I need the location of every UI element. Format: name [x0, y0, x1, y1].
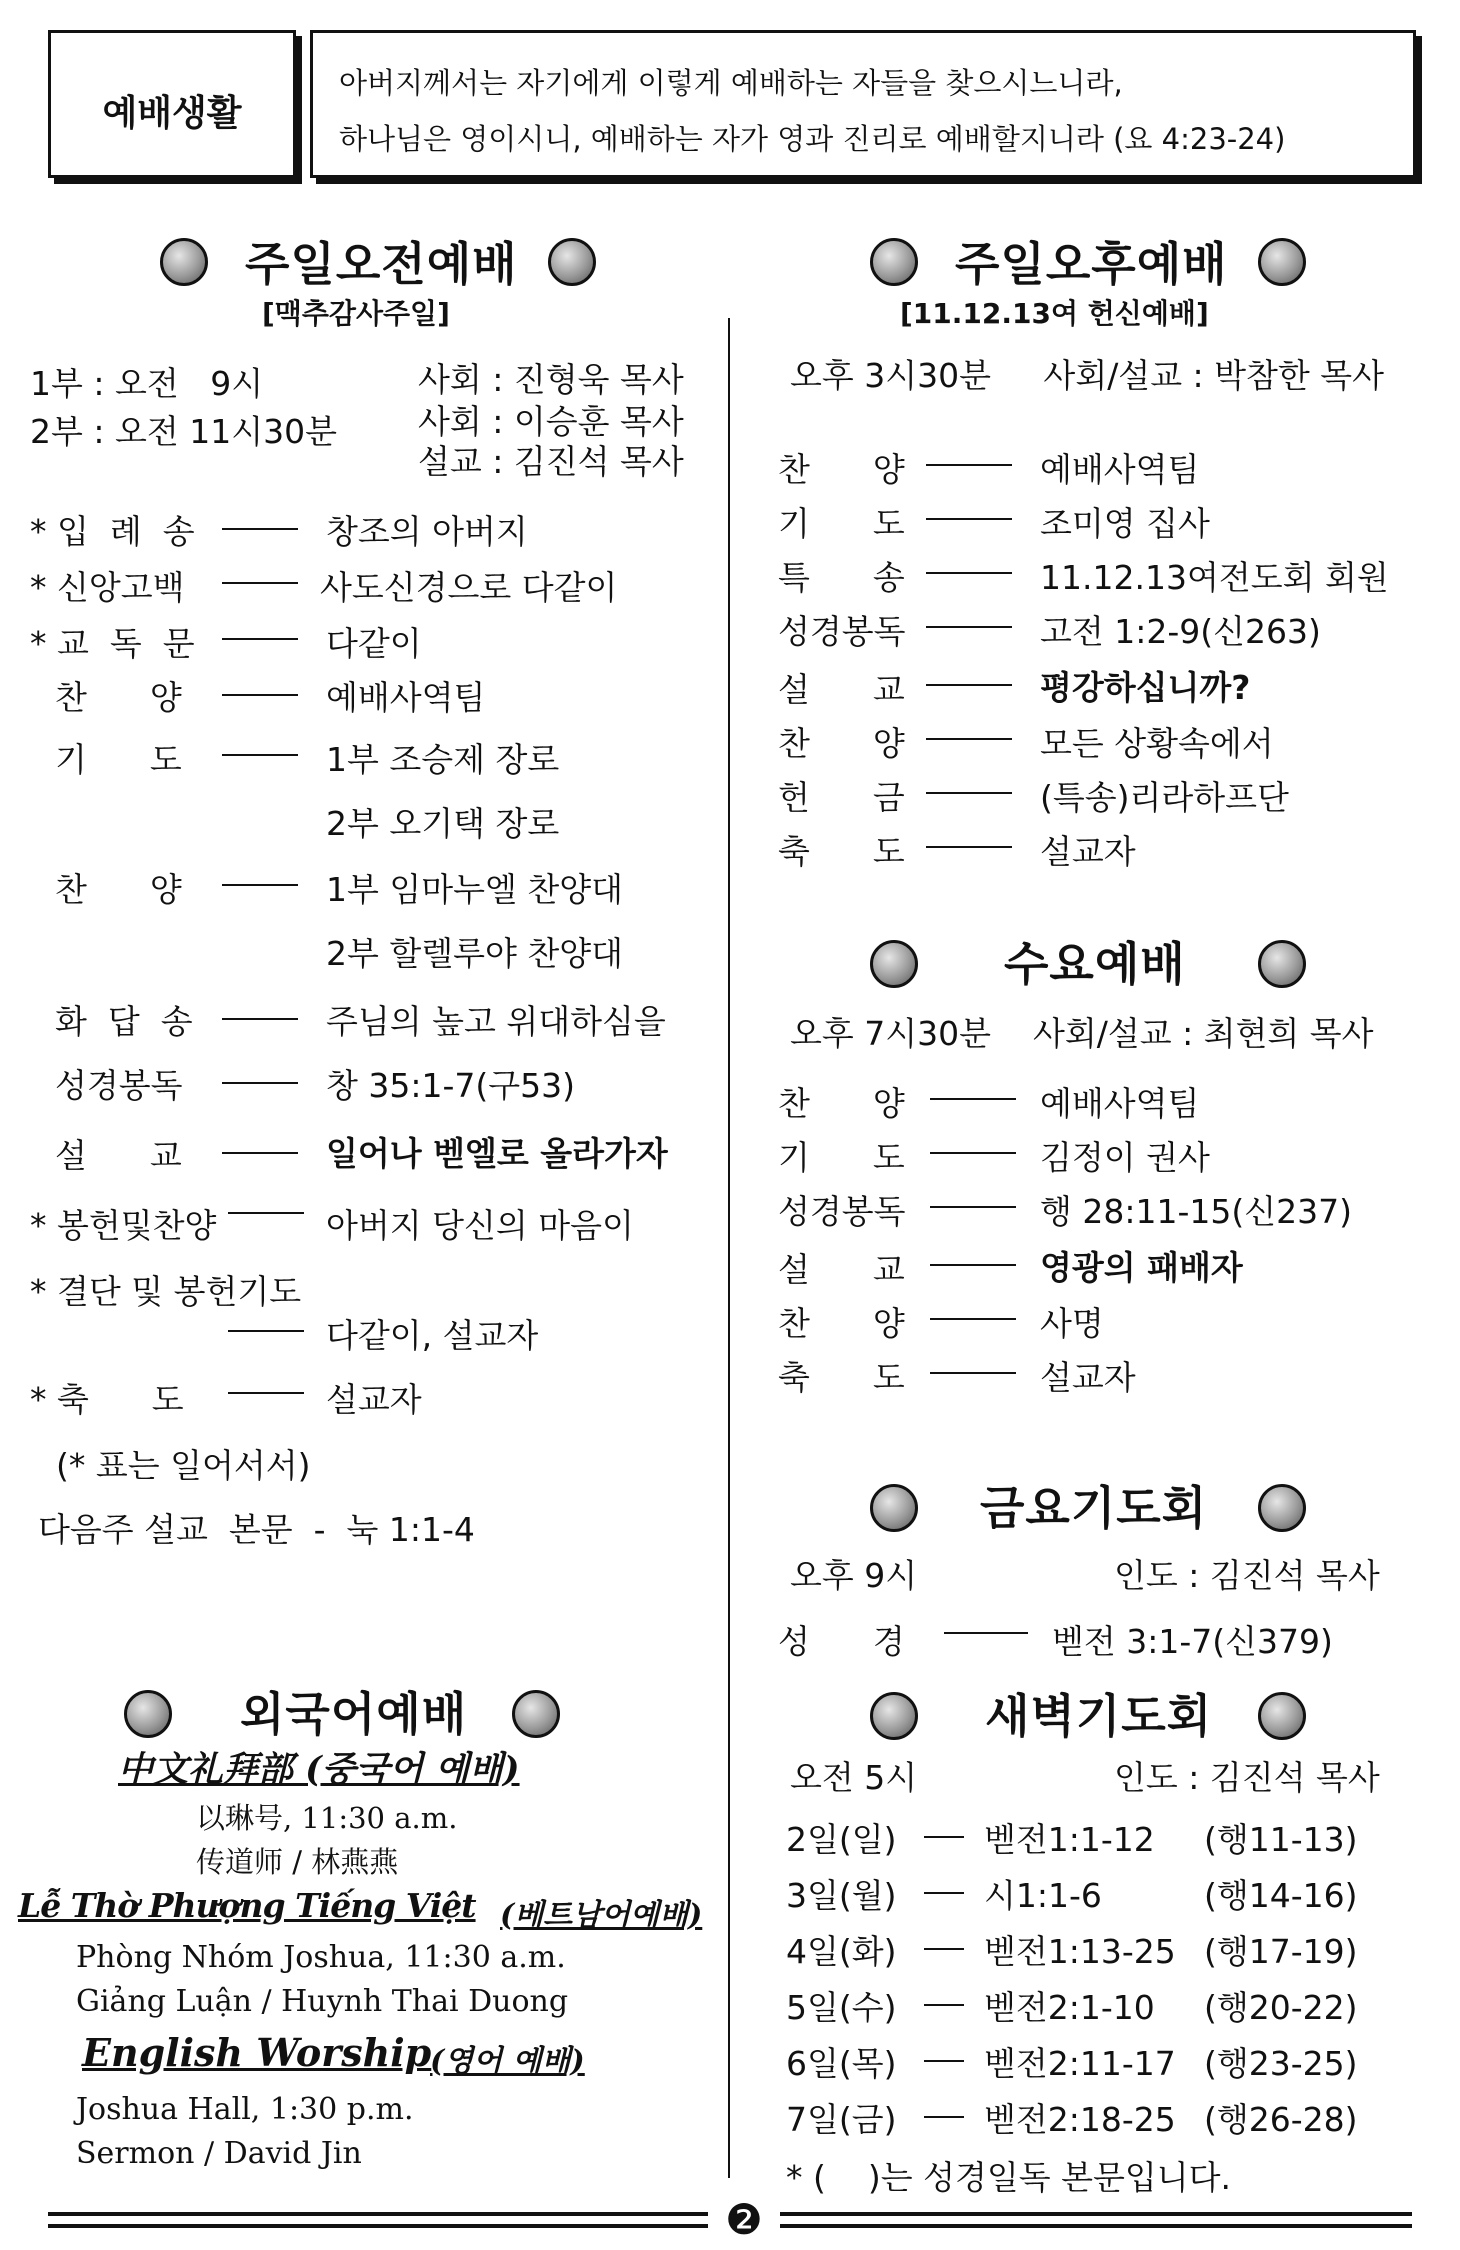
order-label: 설 교: [778, 670, 905, 709]
order-value: 1부 조승제 장로: [326, 740, 560, 779]
order-value: 설교자: [1040, 1358, 1136, 1397]
dawn-extra: (행20-22): [1204, 1988, 1358, 2027]
dash: [924, 2004, 964, 2006]
order-label: 성경봉독: [55, 1066, 183, 1105]
friday-scripture-label: 성 경: [778, 1622, 905, 1661]
viet-line2: Giảng Luận / Huynh Thai Duong: [76, 1984, 569, 2019]
morning-subtitle: [맥추감사주일]: [262, 297, 450, 330]
order-label: 설 교: [778, 1250, 905, 1289]
english-line1: Joshua Hall, 1:30 p.m.: [76, 2092, 414, 2127]
host1: 사회 : 진형욱 목사: [418, 360, 684, 399]
footer-rule-right: [780, 2224, 1412, 2228]
dawn-text: 벧전1:13-25: [984, 1932, 1176, 1971]
order-value: 설교자: [1040, 832, 1136, 871]
chinese-line2: 传道师 / 林燕燕: [196, 1845, 399, 1879]
service1-time: 1부 : 오전 9시: [30, 364, 264, 403]
order-value: 조미영 집사: [1040, 504, 1210, 543]
order-label: 화 답 송: [55, 1002, 193, 1041]
dash: [930, 1206, 1016, 1208]
afternoon-title: 주일오후예배: [955, 237, 1228, 291]
order-value: 사도신경으로 다같이: [320, 568, 618, 607]
order-value: 고전 1:2-9(신263): [1040, 612, 1321, 651]
dawn-leader: 인도 : 김진석 목사: [1114, 1758, 1380, 1797]
order-label: 축 도: [778, 832, 905, 871]
dawn-extra: (행26-28): [1204, 2100, 1358, 2139]
service2-time: 2부 : 오전 11시30분: [30, 412, 337, 451]
dawn-day: 4일(화): [786, 1932, 897, 1971]
foreign-title: 외국어예배: [240, 1687, 468, 1741]
dawn-text: 벧전1:1-12: [984, 1820, 1155, 1859]
order-label: 찬 양: [55, 678, 182, 717]
order-value: 설교자: [326, 1380, 422, 1419]
dawn-day: 3일(월): [786, 1876, 897, 1915]
verse-line-2: 하나님은 영이시니, 예배하는 자가 영과 진리로 예배할지니라 (요 4:23-24): [339, 122, 1286, 156]
dawn-note: * ( )는 성경일독 본문입니다.: [786, 2158, 1231, 2197]
verse-line-1: 아버지께서는 자기에게 이렇게 예배하는 자들을 찾으시느니라,: [339, 66, 1123, 100]
order-value: 창 35:1-7(구53): [326, 1066, 575, 1105]
order-label: * 봉헌및찬양: [30, 1206, 217, 1245]
bullet-icon: [870, 940, 918, 988]
bullet-icon: [1258, 1692, 1306, 1740]
friday-title: 금요기도회: [980, 1481, 1208, 1535]
order-label: * 축 도: [30, 1380, 184, 1419]
dash: [228, 1392, 304, 1394]
order-label: 축 도: [778, 1358, 905, 1397]
dawn-text: 벧전2:11-17: [984, 2044, 1176, 2083]
wednesday-time-host: 오후 7시30분 사회/설교 : 최현희 목사: [790, 1014, 1374, 1053]
dash: [924, 1892, 964, 1894]
order-label: * 결단 및 봉헌기도: [30, 1272, 302, 1311]
dawn-text: 벧전2:1-10: [984, 1988, 1155, 2027]
dash: [930, 1372, 1016, 1374]
viet-line1: Phòng Nhóm Joshua, 11:30 a.m.: [76, 1940, 566, 1975]
dash: [924, 2060, 964, 2062]
chinese-title: 中文礼拜部 (중국어 예배): [118, 1749, 520, 1790]
bullet-icon: [1258, 1484, 1306, 1532]
footer-rule-left: [48, 2212, 708, 2216]
order-value: 다같이: [326, 624, 422, 663]
order-value: 다같이, 설교자: [326, 1316, 539, 1355]
order-value: 11.12.13여전도회 회원: [1040, 558, 1389, 597]
bullet-icon: [870, 1484, 918, 1532]
order-value: 2부 오기택 장로: [326, 804, 560, 843]
dash: [926, 684, 1012, 686]
order-label: 찬 양: [778, 450, 905, 489]
dash: [930, 1152, 1016, 1154]
afternoon-subtitle: [11.12.13여 헌신예배]: [900, 297, 1209, 330]
order-label: 찬 양: [778, 1084, 905, 1123]
header-label-box: [48, 30, 296, 178]
dash: [228, 1330, 304, 1332]
english-line2: Sermon / David Jin: [76, 2136, 362, 2171]
order-value: 행 28:11-15(신237): [1040, 1192, 1352, 1231]
english-title: English Worship: [82, 2030, 432, 2075]
dawn-day: 5일(수): [786, 1988, 897, 2027]
dash: [228, 1212, 304, 1214]
dash: [222, 694, 298, 696]
dawn-day: 7일(금): [786, 2100, 897, 2139]
friday-time: 오후 9시: [790, 1556, 918, 1595]
footer-rule-right: [780, 2212, 1412, 2216]
order-value: 김정이 권사: [1040, 1138, 1210, 1177]
bullet-icon: [1258, 238, 1306, 286]
order-value-sermon: 평강하십니까?: [1040, 668, 1251, 707]
friday-leader: 인도 : 김진석 목사: [1114, 1556, 1380, 1595]
dawn-extra: (행11-13): [1204, 1820, 1358, 1859]
order-value: 예배사역팀: [1040, 1084, 1200, 1123]
dash: [926, 572, 1012, 574]
dash: [944, 1632, 1028, 1634]
column-divider: [728, 318, 730, 2178]
viet-title: Lễ Thờ Phượng Tiếng Việt: [18, 1886, 476, 1925]
order-label: 기 도: [778, 1138, 905, 1177]
afternoon-time-host: 오후 3시30분 사회/설교 : 박참한 목사: [790, 356, 1385, 395]
dawn-extra: (행17-19): [1204, 1932, 1358, 1971]
dash: [926, 626, 1012, 628]
bullet-icon: [512, 1690, 560, 1738]
preacher: 설교 : 김진석 목사: [418, 442, 684, 481]
dash: [222, 1082, 298, 1084]
order-label: 찬 양: [55, 870, 182, 909]
order-label: 기 도: [55, 740, 182, 779]
order-label: 찬 양: [778, 1304, 905, 1343]
order-label: 성경봉독: [778, 1192, 906, 1231]
dawn-extra: (행23-25): [1204, 2044, 1358, 2083]
dash: [930, 1318, 1016, 1320]
dawn-time: 오전 5시: [790, 1758, 918, 1797]
order-value: 주님의 높고 위대하심을: [326, 1002, 666, 1041]
order-label: 성경봉독: [778, 612, 906, 651]
morning-title: 주일오전예배: [245, 237, 518, 291]
order-value: (특송)리라하프단: [1040, 778, 1289, 817]
order-value: 모든 상황속에서: [1040, 724, 1274, 763]
dawn-day: 2일(일): [786, 1820, 897, 1859]
order-label: 헌 금: [778, 778, 905, 817]
order-value: 예배사역팀: [1040, 450, 1200, 489]
page-number: ❷: [725, 2195, 763, 2244]
order-value-sermon: 영광의 패배자: [1040, 1248, 1243, 1287]
order-value-sermon: 일어나 벧엘로 올라가자: [326, 1134, 668, 1173]
header-verse-box: [310, 30, 1416, 178]
order-label: 찬 양: [778, 724, 905, 763]
order-value: 아버지 당신의 마음이: [326, 1206, 634, 1245]
order-label: 설 교: [55, 1136, 182, 1175]
dash: [222, 528, 298, 530]
order-label: 기 도: [778, 504, 905, 543]
dawn-day: 6일(목): [786, 2044, 897, 2083]
dawn-extra: (행14-16): [1204, 1876, 1358, 1915]
order-label: * 교 독 문: [30, 624, 195, 663]
standing-note: (* 표는 일어서서): [56, 1446, 311, 1485]
dawn-title: 새벽기도회: [985, 1689, 1213, 1743]
viet-title-ko: (베트남어예배): [500, 1898, 703, 1933]
english-title-ko: (영어 예배): [430, 2044, 585, 2079]
dash: [926, 464, 1012, 466]
order-label: * 입 례 송: [30, 512, 195, 551]
header-label: 예배생활: [102, 93, 242, 134]
friday-scripture-value: 벧전 3:1-7(신379): [1052, 1622, 1333, 1661]
dash: [926, 518, 1012, 520]
dash: [222, 884, 298, 886]
chinese-line1: 以琳号, 11:30 a.m.: [196, 1801, 458, 1835]
order-label: 특 송: [778, 558, 905, 597]
dash: [926, 792, 1012, 794]
dash: [924, 1836, 964, 1838]
next-week-text: 다음주 설교 본문 - 눅 1:1-4: [38, 1510, 475, 1549]
dash: [222, 582, 298, 584]
order-value: 창조의 아버지: [326, 512, 528, 551]
order-value: 1부 임마누엘 찬양대: [326, 870, 623, 909]
dash: [222, 754, 298, 756]
dash: [930, 1264, 1016, 1266]
bullet-icon: [548, 238, 596, 286]
dash: [930, 1098, 1016, 1100]
dash: [222, 1152, 298, 1154]
order-label: * 신앙고백: [30, 568, 185, 607]
footer-rule-left: [48, 2224, 708, 2228]
dash: [926, 846, 1012, 848]
dash: [924, 1948, 964, 1950]
bullet-icon: [870, 238, 918, 286]
dash: [926, 738, 1012, 740]
dash: [924, 2116, 964, 2118]
order-value: 2부 할렐루야 찬양대: [326, 934, 623, 973]
dash: [222, 638, 298, 640]
bullet-icon: [124, 1690, 172, 1738]
bullet-icon: [160, 238, 208, 286]
wednesday-title: 수요예배: [1004, 937, 1186, 991]
host2: 사회 : 이승훈 목사: [418, 402, 684, 441]
dawn-text: 벧전2:18-25: [984, 2100, 1176, 2139]
order-value: 예배사역팀: [326, 678, 486, 717]
order-value: 사명: [1040, 1304, 1104, 1343]
bullet-icon: [870, 1692, 918, 1740]
dawn-text: 시1:1-6: [984, 1876, 1102, 1915]
dash: [222, 1018, 298, 1020]
bullet-icon: [1258, 940, 1306, 988]
